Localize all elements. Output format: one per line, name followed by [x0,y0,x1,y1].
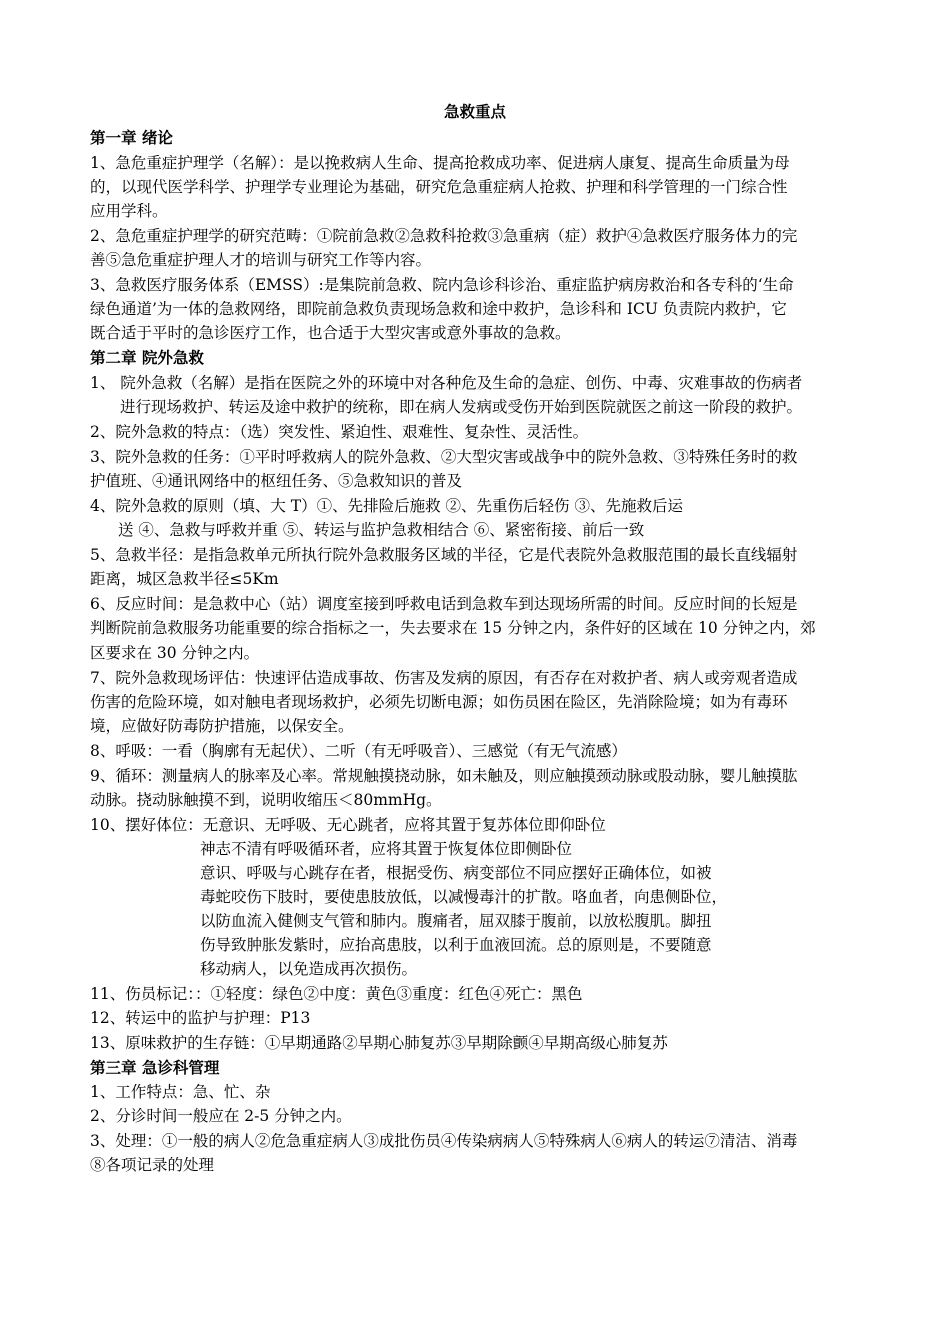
text-line: 移动病人，以免造成再次损伤。 [200,960,418,978]
text-line: 神志不清有呼吸循环者，应将其置于恢复体位即侧卧位 [200,840,573,858]
text-line: 意识、呼吸与心跳存在者，根据受伤、病变部位不同应摆好正确体位，如被 [200,864,712,882]
text-line: 2、分诊时间一般应在 2-5 分钟之内。 [90,1107,352,1125]
text-line: 8、呼吸：一看（胸廓有无起伏）、二听（有无呼吸音）、三感觉（有无气流感） [90,742,627,760]
text-line: 13、原味救护的生存链：①早期通路②早期心肺复苏③早期除颤④早期高级心肺复苏 [90,1034,668,1052]
text-line: 2、院外急救的特点：（选）突发性、紧迫性、艰难性、复杂性、灵活性。 [90,423,589,441]
text-line: 既合适于平时的急诊医疗工作，也合适于大型灾害或意外事故的急救。 [90,324,571,342]
text-line: 5、急救半径：是指急救单元所执行院外急救服务区域的半径，它是代表院外急救服范围的最长直线辐射 [90,546,798,564]
text-line: 距离，城区急救半径≤5Km [90,570,279,588]
text-line: 伤导致肿胀发紫时，应抬高患肢，以利于血液回流。总的原则是，不要随意 [200,936,712,954]
text-line: 3、院外急救的任务：①平时呼救病人的院外急救、②大型灾害或战争中的院外急救、③特殊任务时的救 [90,448,798,466]
text-line: 区要求在 30 分钟之内。 [90,644,260,662]
text-line: 的，以现代医学科学、护理学专业理论为基础，研究危急重症病人抢救、护理和科学管理的一门综合性 [90,178,788,196]
text-line: 境，应做好防毒防护措施，以保安全。 [90,717,354,735]
text-line: 7、院外急救现场评估：快速评估造成事故、伤害及发病的原因，有否存在对救护者、病人或旁观者造成 [90,669,798,687]
text-line: 3、处理：①一般的病人②危急重症病人③成批伤员④传染病病人⑤特殊病人⑥病人的转运⑦清洁、消毒 [90,1132,798,1150]
document-title: 急救重点 [443,102,506,121]
text-line: 进行现场救护、转运及途中救护的统称，即在病人发病或受伤开始到医院就医之前这一阶段的救护。 [120,398,803,416]
chapter-heading: 第二章 院外急救 [90,348,204,367]
text-line: 4、院外急救的原则（填、大 T）①、先排险后施救 ②、先重伤后轻伤 ③、先施救后运 [90,497,683,515]
text-line: 绿色通道’为一体的急救网络，即院前急救负责现场急救和途中救护，急诊科和 ICU 负责院内救护，它 [90,300,787,318]
text-line: 10、摆好体位：无意识、无呼吸、无心跳者，应将其置于复苏体位即仰卧位 [90,816,606,834]
text-line: 3、急救医疗服务体系（EMSS）:是集院前急救、院内急诊科诊治、重症监护病房救治和各专科的‘生命 [90,276,794,294]
text-line: 1、 院外急救（名解）是指在医院之外的环境中对各种危及生命的急症、创伤、中毒、灾难事故的伤病者 [90,374,803,392]
text-line: 1、工作特点：急、忙、杂 [90,1083,271,1101]
text-line: 9、循环：测量病人的脉率及心率。常规触摸挠动脉，如未触及，则应触摸颈动脉或股动脉，婴儿触摸肱 [90,767,798,785]
text-line: 伤害的危险环境，如对触电者现场救护，必须先切断电源；如伤员困在险区，先消除险境；如为有毒环 [90,693,788,711]
text-line: 12、转运中的监护与护理：P13 [90,1009,311,1027]
text-line: 以防血流入健侧支气管和肺内。腹痛者，屈双膝于腹前，以放松腹肌。脚扭 [200,912,712,930]
text-line: 善⑤急危重症护理人才的培训与研究工作等内容。 [90,251,432,269]
text-line: 送 ④、急救与呼救并重 ⑤、转运与监护急救相结合 ⑥、紧密衔接、前后一致 [118,521,645,539]
text-line: ⑧各项记录的处理 [90,1156,215,1174]
text-line: 护值班、④通讯网络中的枢纽任务、⑤急救知识的普及 [90,472,463,490]
chapter-heading: 第三章 急诊科管理 [90,1058,220,1077]
text-line: 2、急危重症护理学的研究范畴：①院前急救②急救科抢救③急重病（症）救护④急救医疗服务体力的完 [90,227,798,245]
text-line: 动脉。挠动脉触摸不到，说明收缩压＜80mmHg。 [90,791,442,809]
chapter-heading: 第一章 绪论 [90,128,173,147]
text-line: 6、反应时间：是急救中心（站）调度室接到呼救电话到急救车到达现场所需的时间。反应时间的长短是 [90,595,798,613]
text-line: 11、伤员标记：：①轻度：绿色②中度：黄色③重度：红色④死亡：黑色 [90,985,583,1003]
text-line: 判断院前急救服务功能重要的综合指标之一，失去要求在 15 分钟之内，条件好的区域在 10 分钟之内，郊 [90,619,816,637]
text-line: 应用学科。 [90,202,168,220]
text-line: 毒蛇咬伤下肢时，要使患肢放低，以减慢毒汁的扩散。咯血者，向患侧卧位， [200,888,728,906]
text-line: 1、急危重症护理学（名解）：是以挽救病人生命、提高抢救成功率、促进病人康复、提高生命质量为母 [90,154,790,172]
